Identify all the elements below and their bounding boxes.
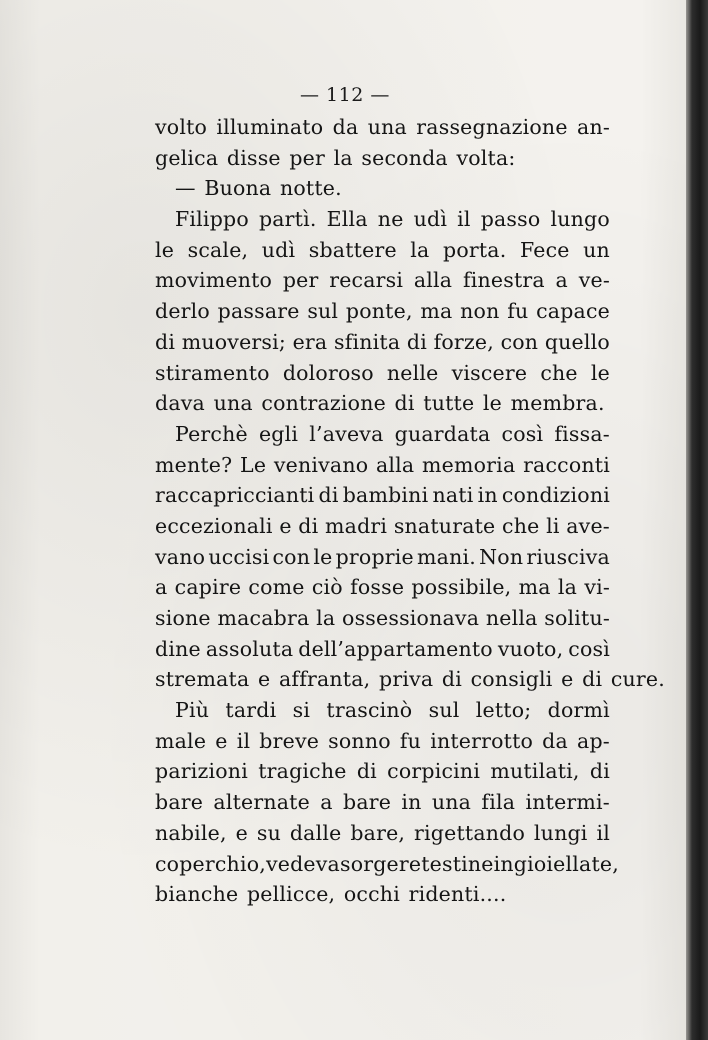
word: tragiche <box>258 759 347 784</box>
word: a <box>155 575 168 600</box>
word: racconti <box>523 452 610 477</box>
word: mutilati, <box>490 759 580 784</box>
word: per <box>282 268 319 293</box>
word: bare <box>343 790 392 815</box>
word: sfinita <box>333 329 401 354</box>
word: ponte, <box>345 299 413 324</box>
word: una <box>431 790 472 815</box>
word: la <box>557 575 578 600</box>
word: non <box>460 299 500 324</box>
word: così <box>501 421 544 446</box>
word: di <box>298 513 319 538</box>
word: Le <box>240 452 267 477</box>
word: con <box>272 544 311 569</box>
word: contrazione <box>261 391 386 416</box>
word: fissa- <box>554 421 610 446</box>
text-line <box>155 542 610 573</box>
word: ap- <box>577 728 610 753</box>
word: movimento <box>155 268 273 293</box>
word: le <box>590 360 610 385</box>
word: guardata <box>394 421 491 446</box>
word: e <box>279 513 292 538</box>
word: vi- <box>584 575 610 600</box>
word: una <box>367 115 407 139</box>
word: proprie <box>335 544 414 569</box>
word: viscere <box>451 360 528 385</box>
word: corpicini <box>387 759 481 784</box>
word: come <box>248 575 305 600</box>
word: per <box>289 145 326 170</box>
word: priva <box>379 667 434 692</box>
word: sbattere <box>308 237 397 262</box>
word: il <box>457 207 471 232</box>
word: seconda <box>361 145 448 170</box>
word: intermi- <box>525 790 610 815</box>
word: venivano <box>273 452 369 477</box>
word: bianche <box>155 882 239 907</box>
text-line <box>155 849 619 880</box>
word: Fece <box>519 237 570 262</box>
text-line <box>155 327 610 358</box>
word: di <box>406 329 427 354</box>
word: derlo <box>155 299 210 324</box>
text-line <box>155 726 610 757</box>
word: da <box>332 115 359 139</box>
word: ossessionava <box>342 606 480 630</box>
word: il <box>236 728 251 753</box>
word: ne <box>377 207 404 232</box>
word: le <box>313 544 333 569</box>
word: trascinò <box>326 698 413 723</box>
word: cure. <box>610 667 665 692</box>
word: lungi <box>533 820 588 845</box>
word: e <box>235 820 248 845</box>
word: si <box>292 698 311 723</box>
text-line <box>155 419 610 450</box>
word: stiramento <box>155 360 270 385</box>
word: l’aveva <box>309 421 384 446</box>
word: parizioni <box>155 759 248 784</box>
text-line <box>155 235 610 266</box>
word: di <box>318 483 339 508</box>
word: su <box>256 820 281 845</box>
word: — <box>175 176 196 201</box>
word: il <box>596 820 610 845</box>
text-line <box>155 358 610 389</box>
word: nella <box>485 606 538 630</box>
word: forze, <box>433 329 494 354</box>
word: rigettando <box>414 820 526 845</box>
word: condizioni <box>501 483 610 508</box>
word: dalle <box>289 820 342 845</box>
word: ma <box>420 299 453 324</box>
word: di <box>582 667 603 692</box>
word: la <box>333 145 353 170</box>
word: sonno <box>328 728 391 753</box>
word: muoversi; <box>181 329 286 354</box>
word: disse <box>226 145 281 170</box>
word: occhi <box>343 882 400 907</box>
word: lungo <box>550 207 610 232</box>
word: era <box>292 329 328 354</box>
word: pellicce, <box>246 882 336 907</box>
word: testine <box>421 851 494 876</box>
word: Perchè <box>175 421 248 446</box>
word: stremata <box>155 667 250 692</box>
text-line <box>155 634 610 665</box>
word: mani. <box>417 544 476 569</box>
word: sul <box>307 299 339 324</box>
word: ma <box>518 575 551 600</box>
word: fosse <box>350 575 405 600</box>
word: le <box>155 237 175 262</box>
word: coperchio, <box>155 851 266 876</box>
word: nabile, <box>155 820 227 845</box>
word: an- <box>577 115 610 139</box>
word: gelica <box>155 145 219 170</box>
word: con <box>500 329 539 354</box>
word: le <box>482 391 503 416</box>
word: la <box>316 606 336 630</box>
word: assoluta <box>205 636 294 661</box>
text-line <box>155 112 610 143</box>
word: e <box>215 728 228 753</box>
word: ingioiellate, <box>493 851 619 876</box>
word: bare <box>155 790 204 815</box>
word: sione <box>155 606 211 630</box>
word: a <box>320 790 333 815</box>
word: tutte <box>423 391 475 416</box>
word: membra. <box>510 391 605 416</box>
word: di <box>589 759 610 784</box>
text-line <box>155 296 610 327</box>
text-line <box>155 879 610 910</box>
word: raccapriccianti <box>155 483 315 508</box>
text-line <box>155 756 610 787</box>
text-line <box>155 603 610 634</box>
text-line <box>155 695 610 726</box>
word: capire <box>174 575 242 600</box>
word: illuminato <box>216 115 324 139</box>
word: Buona <box>204 176 272 201</box>
word: dine <box>155 636 201 661</box>
word: ciò <box>311 575 343 600</box>
word: snaturate <box>393 513 496 538</box>
word: capace <box>536 299 610 324</box>
text-line <box>155 173 610 204</box>
word: ridenti.... <box>408 882 507 907</box>
word: udì <box>261 237 296 262</box>
text-line <box>155 511 610 542</box>
word: fu <box>507 299 529 324</box>
word: un <box>583 237 610 262</box>
word: passare <box>217 299 300 324</box>
word: memoria <box>422 452 516 477</box>
word: dormì <box>547 698 610 723</box>
word: partì. <box>258 207 317 232</box>
word: bare, <box>350 820 406 845</box>
word: notte. <box>279 176 342 201</box>
word: sul <box>428 698 460 723</box>
word: alla <box>375 452 415 477</box>
word: sorgere <box>339 851 422 876</box>
word: che <box>502 513 540 538</box>
word: alla <box>413 268 453 293</box>
text-line <box>155 664 665 695</box>
word: in <box>401 790 422 815</box>
word: Non <box>479 544 524 569</box>
word: volta: <box>456 145 516 170</box>
word: breve <box>259 728 320 753</box>
word: di <box>155 329 176 354</box>
word: vedeva <box>265 851 340 876</box>
word: che <box>540 360 578 385</box>
word: eccezionali <box>155 513 273 538</box>
word: volto <box>155 115 208 139</box>
word: solitu- <box>544 606 610 630</box>
word: riusciva <box>526 544 610 569</box>
word: vuoto, <box>497 636 564 661</box>
page-number: — 112 — <box>300 84 390 106</box>
word: udì <box>413 207 448 232</box>
body-text <box>155 112 665 910</box>
word: li <box>546 513 560 538</box>
word: di <box>356 759 377 784</box>
text-line <box>155 572 610 603</box>
word: finestra <box>462 268 545 293</box>
word: in <box>477 483 498 508</box>
text-line <box>155 143 610 174</box>
word: a <box>555 268 568 293</box>
word: porta. <box>443 237 507 262</box>
word: possibile, <box>411 575 512 600</box>
word: ave- <box>566 513 610 538</box>
book-binding-edge <box>686 0 708 1040</box>
text-line <box>155 480 610 511</box>
text-line <box>155 818 610 849</box>
word: ve- <box>578 268 610 293</box>
text-line <box>155 388 610 419</box>
word: male <box>155 728 207 753</box>
word: rassegnazione <box>416 115 568 139</box>
word: quello <box>544 329 610 354</box>
text-line <box>155 204 610 235</box>
word: vano <box>155 544 206 569</box>
word: così <box>568 636 610 661</box>
word: dava <box>155 391 205 416</box>
word: Ella <box>326 207 368 232</box>
text-line <box>155 450 610 481</box>
text-line <box>155 265 610 296</box>
word: Più <box>175 698 210 723</box>
word: nelle <box>386 360 439 385</box>
word: di <box>441 667 462 692</box>
word: alternate <box>213 790 310 815</box>
word: fu <box>399 728 422 753</box>
word: madri <box>325 513 388 538</box>
word: di <box>394 391 415 416</box>
word: una <box>213 391 253 416</box>
word: nati <box>432 483 474 508</box>
word: bambini <box>342 483 429 508</box>
word: doloroso <box>282 360 374 385</box>
word: consigli <box>470 667 553 692</box>
word: uccisi <box>208 544 270 569</box>
word: da <box>542 728 568 753</box>
word: affranta, <box>278 667 371 692</box>
text-line <box>155 787 610 818</box>
word: tardi <box>225 698 277 723</box>
word: dell’appartamento <box>298 636 493 661</box>
word: passo <box>480 207 541 232</box>
word: la <box>410 237 430 262</box>
word: egli <box>258 421 299 446</box>
word: macabra <box>217 606 310 630</box>
word: Filippo <box>175 207 249 232</box>
word: scale, <box>187 237 249 262</box>
word: e <box>561 667 574 692</box>
word: interrotto <box>430 728 534 753</box>
word: recarsi <box>329 268 404 293</box>
word: letto; <box>475 698 532 723</box>
word: e <box>258 667 271 692</box>
word: mente? <box>155 452 233 477</box>
word: fila <box>481 790 516 815</box>
